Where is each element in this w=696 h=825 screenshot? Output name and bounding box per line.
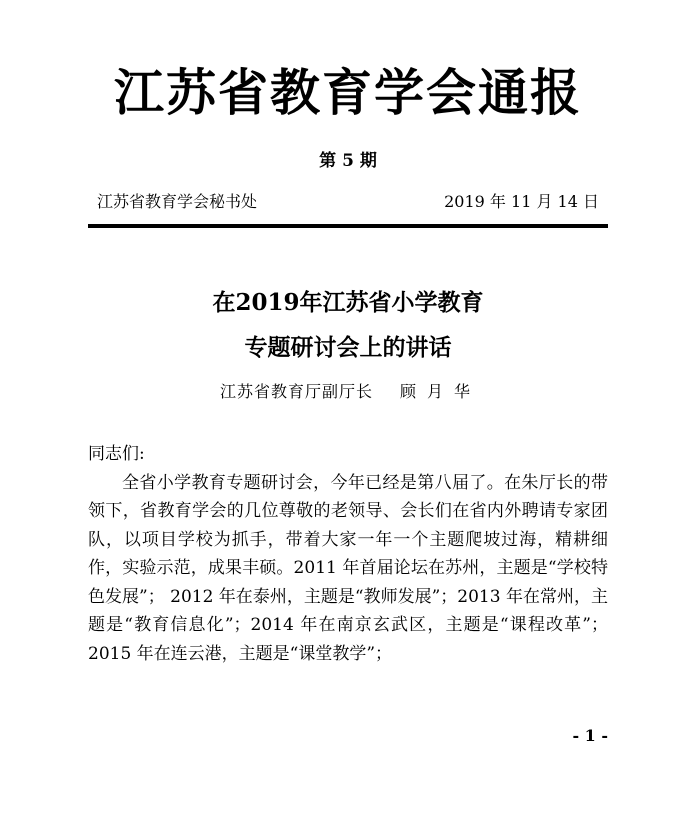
article-title-line-1: 在2019年江苏省小学教育 [212,289,484,316]
body-paragraph: 全省小学教育专题研讨会，今年已经是第八届了。在朱厅长的带领下，省教育学会的几位尊敬的老领导、会长们在省内外聘请专家团队，以项目学校为抓手，带着大家一年一个主题爬坡过海，精耕细作，实验示范，成果丰硕。2011 年首届论坛在苏州，主题是“学校特色发展”； 2012 年在泰州，主题是“教师发展”；2013 年在常州，主题是“教育信息化”；2014 年在南京玄武区，主题是“课程改革”；2015 年在连云港，主题是“课堂教学”； [88,472,608,664]
author-line [0,381,696,403]
article-body [88,440,608,668]
page-number: - 1 - [572,726,608,745]
author-name: 顾 月 华 [399,382,472,401]
issue-number: 第 5 期 [319,151,377,171]
issue-date: 2019 年 11 月 14 日 [444,192,599,211]
issuer-name: 江苏省教育学会秘书处 [97,192,258,211]
header-divider [88,224,608,228]
newsletter-title: 江苏省教育学会通报 [114,63,582,122]
salutation: 同志们: [88,444,145,464]
author-role: 江苏省教育厅副厅长 [219,382,373,401]
article-title-line-2: 专题研讨会上的讲话 [244,334,452,361]
